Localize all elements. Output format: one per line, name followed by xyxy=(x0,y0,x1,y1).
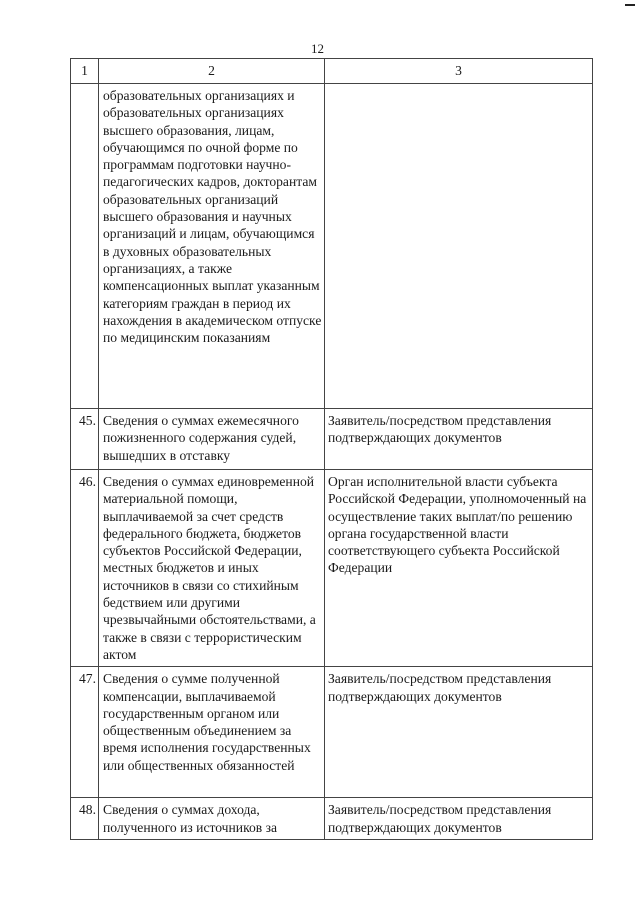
row-source-text: Заявитель/посредством представления подтверждающих документов xyxy=(325,409,593,470)
table-row xyxy=(71,409,593,470)
row-info-text: Сведения о суммах единовременной материальной помощи, выплачиваемой за счет средств федерального бюджета, бюджетов субъектов Российской Федерации, местных бюджетов и иных источников в связи со стихийным бедствием или другими чрезвычайными обстоятельствами, а также в связи с террористическим актом xyxy=(99,470,325,667)
row-info-text: образовательных организациях и образовательных организациях высшего образования, лицам, обучающимся по очной форме по программам подготовки научно-педагогических кадров, докторантам образовательных организаций высшего образования и научных организаций и лицам, обучающимся в духовных образовательных организациях, а также компенсационных выплат указанным категориям граждан в период их нахождения в академическом отпуске по медицинским показаниям xyxy=(99,84,325,409)
row-info-text: Сведения о сумме полученной компенсации, выплачиваемой государственным органом или общественным объединением за время исполнения государственных или общественных обязанностей xyxy=(99,667,325,798)
row-source-text xyxy=(325,84,593,409)
row-number: 45. xyxy=(71,409,99,470)
column-header-1: 1 xyxy=(71,59,99,84)
row-number: 48. xyxy=(71,798,99,840)
row-info-text: Сведения о суммах ежемесячного пожизненного содержания судей, вышедших в отставку xyxy=(99,409,325,470)
table-row xyxy=(71,470,593,667)
row-source-text: Орган исполнительной власти субъекта Российской Федерации, уполномоченный на осуществление таких выплат/по решению органа государственной власти соответствующего субъекта Российской Федерации xyxy=(325,470,593,667)
row-info-text: Сведения о суммах дохода, полученного из источников за xyxy=(99,798,325,840)
row-source-text: Заявитель/посредством представления подтверждающих документов xyxy=(325,667,593,798)
table-row xyxy=(71,798,593,840)
row-source-text: Заявитель/посредством представления подтверждающих документов xyxy=(325,798,593,840)
page-number: 12 xyxy=(311,41,324,56)
table-row xyxy=(71,667,593,798)
documents-table xyxy=(70,58,593,840)
table-row xyxy=(71,84,593,409)
scan-corner-mark xyxy=(625,4,635,6)
row-number xyxy=(71,84,99,409)
column-header-3: 3 xyxy=(325,59,593,84)
table-header-row xyxy=(71,59,593,84)
row-number: 47. xyxy=(71,667,99,798)
row-number: 46. xyxy=(71,470,99,667)
column-header-2: 2 xyxy=(99,59,325,84)
